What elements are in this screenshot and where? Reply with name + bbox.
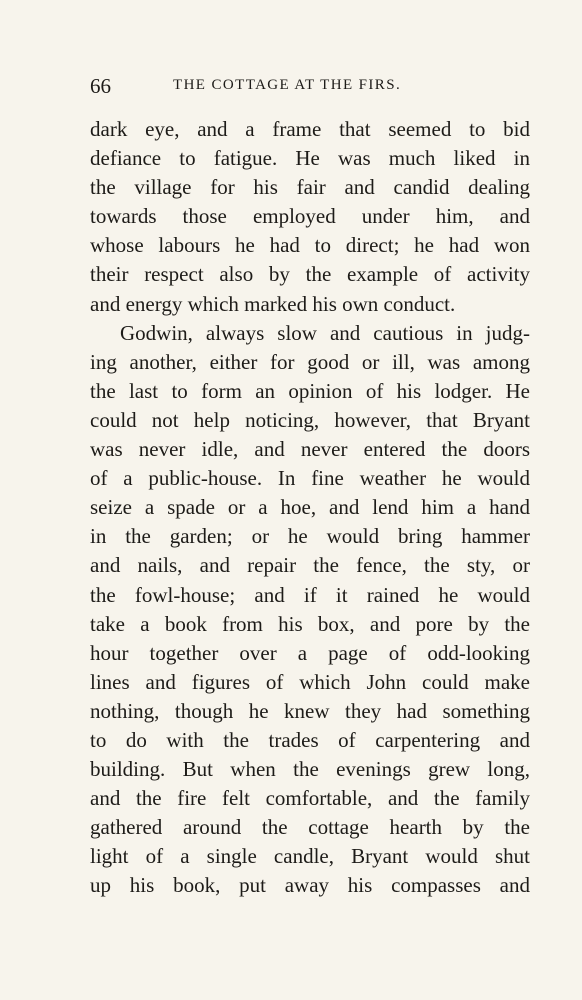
text-line: ing another, either for good or ill, was among (90, 349, 530, 374)
text-line: gathered around the cottage hearth by the (90, 815, 530, 840)
text-line: up his book, put away his compasses and (90, 873, 530, 898)
body-text (90, 115, 530, 901)
text-line: whose labours he had to direct; he had won (90, 233, 530, 258)
text-line: lines and figures of which John could make (90, 669, 530, 694)
running-title: THE COTTAGE AT THE FIRS. (173, 77, 402, 93)
paragraph-first-line: Godwin, always slow and cautious in judg- (120, 320, 530, 345)
text-line: could not help noticing, however, that Bryant (90, 407, 530, 432)
page-header (90, 74, 530, 104)
text-line: in the garden; or he would bring hammer (90, 524, 530, 549)
text-line: take a book from his box, and pore by the (90, 611, 530, 636)
text-line: the fowl-house; and if it rained he would (90, 582, 530, 607)
text-line: building. But when the evenings grew long, (90, 757, 530, 782)
text-line: the last to form an opinion of his lodger. He (90, 378, 530, 403)
text-line: their respect also by the example of activity (90, 262, 530, 287)
page-number: 66 (90, 74, 111, 98)
text-line: defiance to fatigue. He was much liked in (90, 146, 530, 171)
text-line: nothing, though he knew they had something (90, 698, 530, 723)
text-line: was never idle, and never entered the doors (90, 437, 530, 462)
text-line: and the fire felt comfortable, and the family (90, 786, 530, 811)
text-line: to do with the trades of carpentering and (90, 727, 530, 752)
text-line: hour together over a page of odd-looking (90, 640, 530, 665)
text-line: towards those employed under him, and (90, 204, 530, 229)
text-line: dark eye, and a frame that seemed to bid (90, 117, 530, 141)
text-line: and energy which marked his own conduct. (90, 291, 456, 316)
text-line: of a public-house. In fine weather he would (90, 466, 530, 491)
text-line: the village for his fair and candid dealing (90, 175, 530, 200)
text-line: light of a single candle, Bryant would shut (90, 844, 530, 869)
text-line: and nails, and repair the fence, the sty, or (90, 553, 530, 578)
text-line: seize a spade or a hoe, and lend him a hand (90, 495, 530, 520)
